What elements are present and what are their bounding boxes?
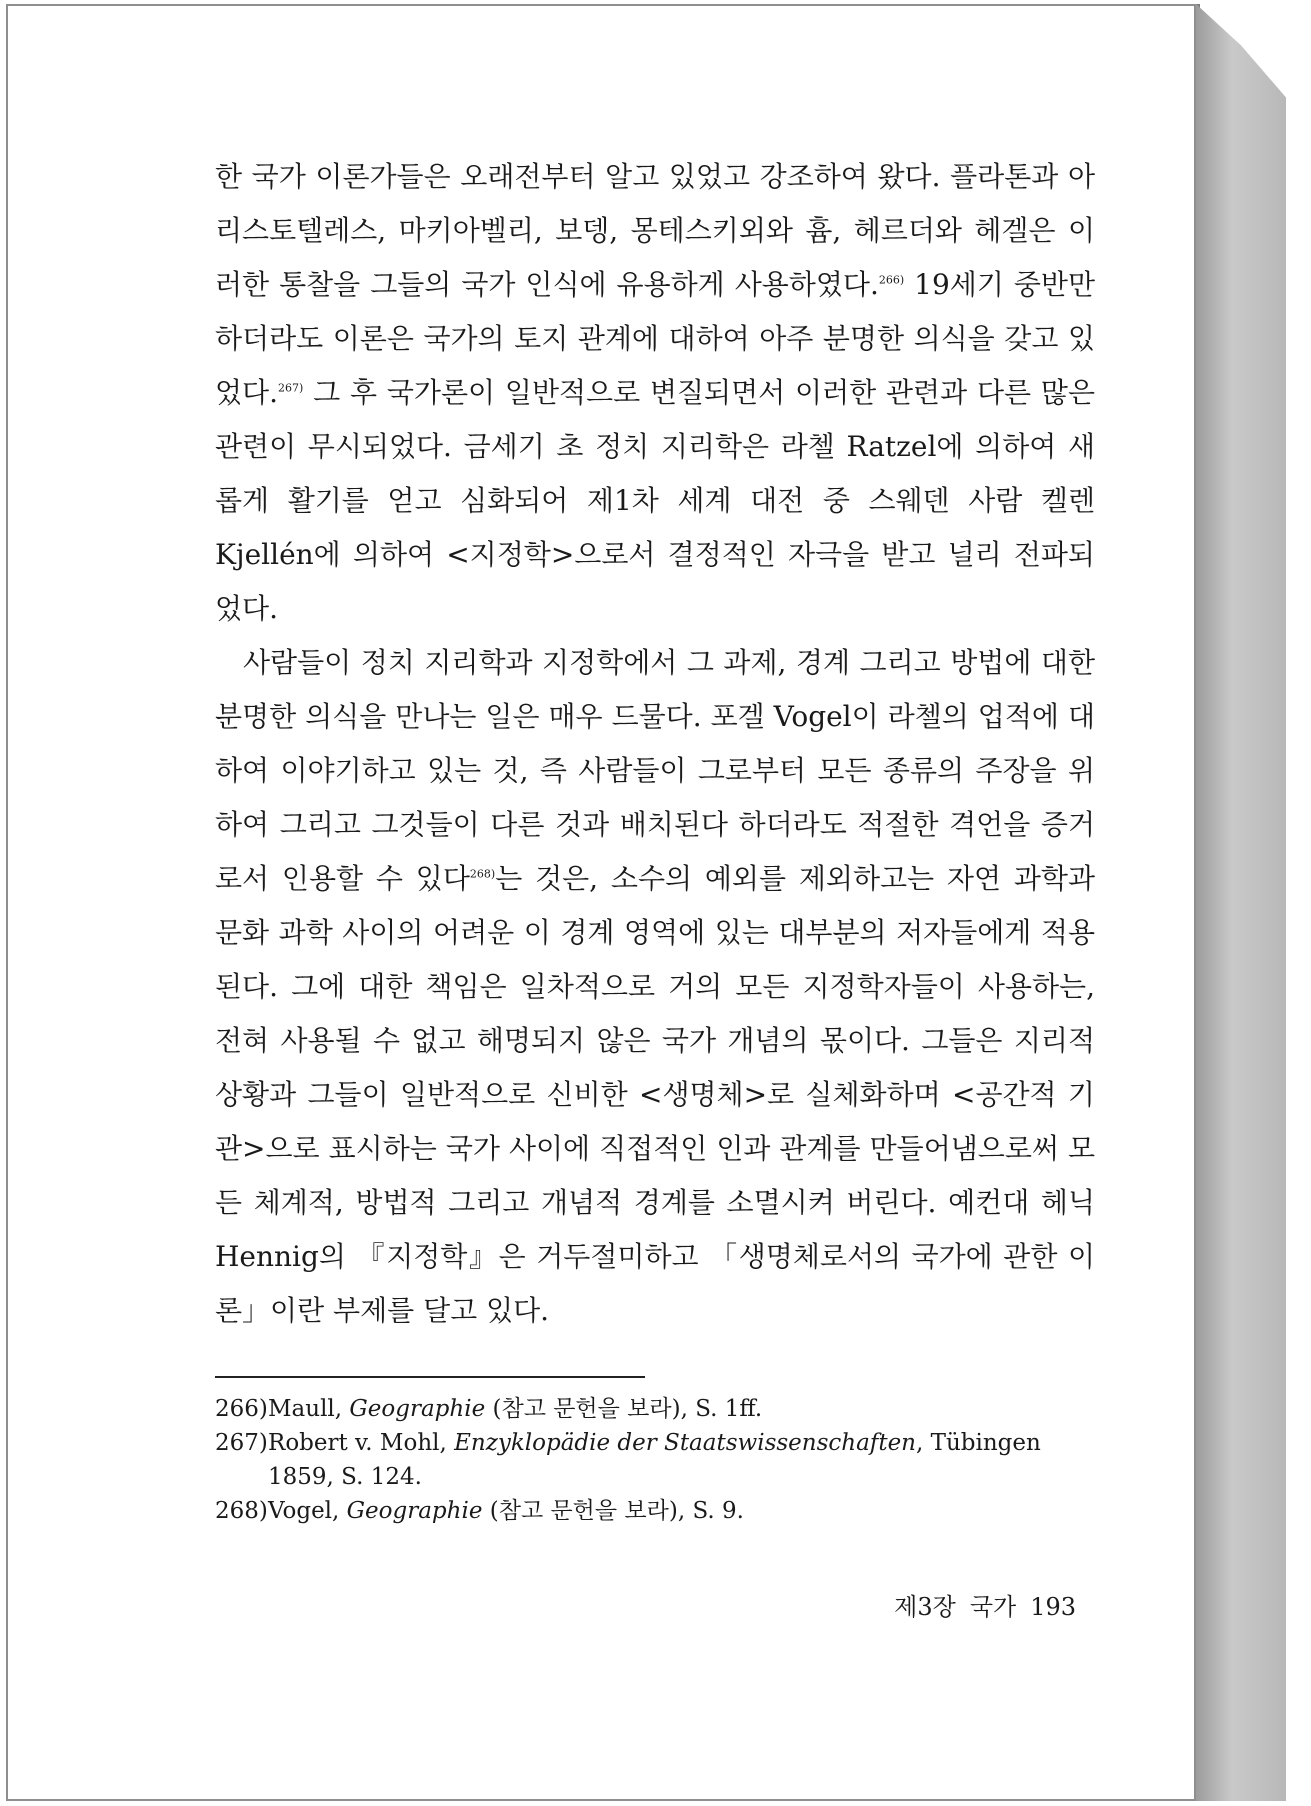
paragraph-2 (215, 636, 1095, 1338)
footnote-title: Geographie (346, 1498, 483, 1524)
page-number: 193 (1030, 1593, 1076, 1621)
paragraph-1-text-3: 그 후 국가론이 일반적으로 변질되면서 이러한 관련과 다른 많은 관련이 무시되었다. 금세기 초 정치 지리학은 라첼 Ratzel에 의하여 새롭게 활기를 얻고 심화되어 제1차 세계 대전 중 스웨덴 사람 켈렌 Kjellén에 의하여 <지정학>으로서 결정적인 자극을 받고 널리 전파되었다. (215, 376, 1095, 625)
footnote-title: Enzyklopädie der Staatswissenschaften (454, 1430, 916, 1456)
book-page-edge (1196, 4, 1286, 1801)
footnote-text: (참고 문헌을 보라), S. 9. (482, 1498, 744, 1524)
footnote-text: (참고 문헌을 보라), S. 1ff. (485, 1396, 763, 1422)
paragraph-1 (215, 150, 1095, 636)
paragraph-1-text-1: 한 국가 이론가들은 오래전부터 알고 있었고 강조하여 왔다. 플라톤과 아리스토텔레스, 마키아벨리, 보뎅, 몽테스키외와 흄, 헤르더와 헤겔은 이러한 통찰을 그들의 국가 인식에 유용하게 사용하였다. (215, 160, 1095, 301)
footnote-text: Vogel, (268, 1498, 347, 1524)
paragraph-2-text-1: 사람들이 정치 지리학과 지정학에서 그 과제, 경계 그리고 방법에 대한 분명한 의식을 만나는 일은 매우 드물다. 포겔 Vogel이 라첼의 업적에 대하여 이야기하고 있는 것, 즉 사람들이 그로부터 모든 종류의 주장을 위하여 그리고 그것들이 다른 것과 배치된다 하더라도 적절한 격언을 증거로서 인용할 수 있다 (215, 646, 1095, 895)
footnote-separator (215, 1376, 645, 1378)
paragraph-2-text-2: 는 것은, 소수의 예외를 제외하고는 자연 과학과 문화 과학 사이의 어려운 이 경계 영역에 있는 대부분의 저자들에게 적용된다. 그에 대한 책임은 일차적으로 거의 모든 지정학자들이 사용하는, 전혀 사용될 수 없고 해명되지 않은 국가 개념의 몫이다. 그들은 지리적 상황과 그들이 일반적으로 신비한 <생명체>로 실체화하며 <공간적 기관>으로 표시하는 국가 사이에 직접적인 인과 관계를 만들어냄으로써 모든 체계적, 방법적 그리고 개념적 경계를 소멸시켜 버린다. 예컨대 헤닉 Hennig의 『지정학』은 거두절미하고 「생명체로서의 국가에 관한 이론」이란 부제를 달고 있다. (215, 862, 1095, 1327)
footnote-number: 267) (215, 1430, 268, 1456)
footnote-ref-266: 266) (878, 273, 905, 287)
footnote-number: 266) (215, 1396, 268, 1422)
footnote-266 (215, 1392, 1100, 1426)
footnote-ref-267: 267) (278, 381, 304, 395)
footnote-title: Geographie (349, 1396, 486, 1422)
footnotes (215, 1392, 1100, 1528)
paragraph-1-text-2: 19세기 중반만 하더라도 이론은 국가의 토지 관계에 대하여 아주 분명한 의식을 갖고 있었다. (215, 268, 1095, 409)
footnote-text: Maull, (268, 1396, 350, 1422)
footnote-number: 268) (215, 1498, 268, 1524)
footnote-text: , Tübingen 1859, S. 124. (268, 1430, 1041, 1490)
footnote-text: Robert v. Mohl, (268, 1430, 455, 1456)
footnote-ref-268: 268) (469, 867, 496, 881)
footer-section: 국가 (969, 1593, 1017, 1621)
main-text (215, 150, 1095, 1338)
footnote-267 (215, 1426, 1100, 1494)
running-footer (894, 1587, 1076, 1622)
footnote-268 (215, 1494, 1100, 1528)
footer-chapter: 제3장 (894, 1593, 956, 1621)
